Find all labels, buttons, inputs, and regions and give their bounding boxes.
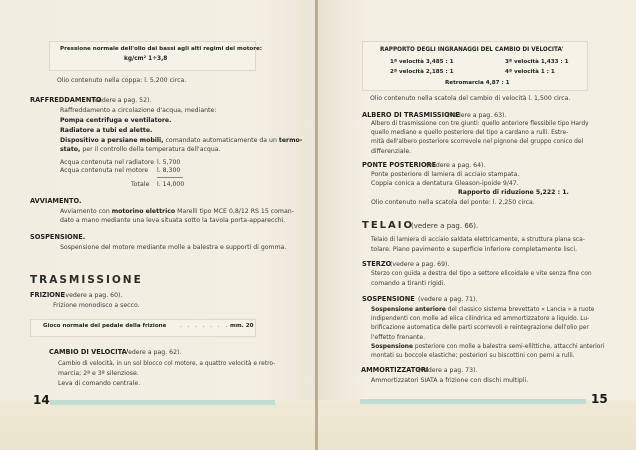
shutters-bold2: termo- <box>278 137 303 144</box>
gear-ratio-3: 3ª velocità 1,433 : 1 <box>505 59 569 65</box>
raffreddamento-item-radiator: Radiatore a tubi ed alette. <box>60 127 153 134</box>
avviamento-post: Marelli tipo MCE 0,8/12 RS 15 coman- <box>177 208 294 215</box>
cambio-line1: Cambio di velocità, in un sol blocco col motore, a quattro velocità e retro- <box>58 361 276 367</box>
sospensione-motor-heading: SOSPENSIONE. <box>30 233 86 241</box>
sospensione-p2-line1 <box>371 343 604 352</box>
ponte-heading: PONTE POSTERIORE <box>362 161 437 169</box>
sterzo-ref: (vedere a pag. 69). <box>390 261 450 268</box>
albero-line1: Albero di trasmissione con tre giunti: quello anteriore flessibile tipo Hardy <box>371 121 589 127</box>
avviamento-heading: AVVIAMENTO. <box>30 197 82 205</box>
ponte-line2: Coppia conica a dentatura Gleason-ipoide 9/47. <box>371 180 519 187</box>
oil-pressure-line1: Pressione normale dell'olio dai bassi agli alti regimi del motore: <box>60 46 263 52</box>
right-page <box>318 0 636 450</box>
page-bottom-shade <box>0 400 316 450</box>
ammortizzatori-text: Ammortizzatori SIATA a frizione con dischi multipli. <box>371 377 529 384</box>
oil-sump-text: Olio contenuto nella coppa: l. 5,200 circa. <box>57 77 187 84</box>
water-radiator-value: l. 5,700 <box>157 159 181 166</box>
albero-heading: ALBERO DI TRASMISSIONE <box>362 111 460 119</box>
sospensione-p1-line4: l'effetto frenante. <box>371 334 426 341</box>
water-engine-label: Acqua contenuta nel motore <box>60 167 149 174</box>
pedal-play-value: mm. 20 <box>230 323 254 329</box>
page-rule-left <box>50 400 275 405</box>
gear-ratio-1: 1ª velocità 3,485 : 1 <box>390 59 454 65</box>
gearbox-oil-text: Olio contenuto nella scatola del cambio di velocità l. 1,500 circa. <box>370 95 571 102</box>
sospensione-p2-text: posteriore con molle a balestra semi-ellittiche, attacchi anteriori <box>414 344 605 350</box>
cambio-heading: CAMBIO DI VELOCITA' <box>49 348 129 356</box>
avviamento-line2: dato a mano mediante una leva situata sotto la tavola porta-apparecchi. <box>60 217 286 224</box>
sospensione-p1-line2: indipendenti con molle ad elica cilindrica ed ammortizzatore a liquido. Lu- <box>371 316 590 322</box>
sospensione-p2-bold: Sospensione <box>371 344 413 350</box>
pedal-play-dots: . . . . . . . <box>180 323 230 329</box>
thermostat-bold: stato, <box>60 146 81 153</box>
thermostat-rest: per il controllo della temperatura dell'acqua. <box>82 146 221 153</box>
sospensione-p1-line1 <box>371 306 594 315</box>
sospensione-p1-bold: Sospensione anteriore <box>371 307 446 313</box>
avviamento-pre: Avviamento con <box>60 208 110 215</box>
ponte-oil: Olio contenuto nella scatola del ponte: l. 2,250 circa. <box>371 199 535 206</box>
cambio-line3: Leva di comando centrale. <box>58 380 141 387</box>
sospensione-motor-text: Sospensione del motore mediante molle a balestra e supporti di gomma. <box>60 244 287 251</box>
albero-line3: mità dell'albero posteriore scorrevole nel pignone del gruppo conico del <box>371 139 584 145</box>
sospensione-ref: (vedere a pag. 71). <box>418 296 478 303</box>
ponte-ratio: Rapporto di riduzione 5,222 : 1. <box>458 189 569 196</box>
telaio-line1: Telaio di lamiera di acciaio saldata elettricamente, a struttura piana sca- <box>371 237 585 243</box>
sterzo-line1: Sterzo con guida a destra del tipo a settore elicoidale e vite senza fine con <box>371 271 592 277</box>
raffreddamento-item-pump: Pompa centrifuga e ventilatore. <box>60 117 172 124</box>
ammortizzatori-ref: (vedere a pag. 73). <box>418 367 478 374</box>
telaio-heading: TELAIO <box>362 220 414 231</box>
trasmissione-title: TRASMISSIONE <box>30 274 143 286</box>
raffreddamento-ref: (vedere a pag. 52). <box>92 97 152 104</box>
raffreddamento-intro: Raffreddamento a circolazione d'acqua, mediante: <box>60 107 217 114</box>
albero-ref: (vedere a pag. 63). <box>447 112 507 119</box>
avviamento-bold: motorino elettrico <box>111 208 176 215</box>
frizione-text: Frizione monodisco a secco. <box>53 302 140 309</box>
albero-line2: quello mediano e quello posteriore del tipo a cardano a rulli. Estre- <box>371 130 569 136</box>
cambio-ref: (vedere a pag. 62). <box>122 349 182 356</box>
telaio-line2: tolare. Piano pavimento e superficie inferiore completamente lisci. <box>371 246 578 253</box>
raffreddamento-item-shutters-line2 <box>60 145 221 154</box>
page-rule-right <box>360 399 586 404</box>
sospensione-p1-line3: brificazione automatica delle parti scorrevoli e reintegrazione dell'olio per <box>371 325 589 331</box>
left-page <box>0 0 316 450</box>
sterzo-heading: STERZO <box>362 260 392 268</box>
cambio-line2: marcia; 2ª e 3ª silenziose. <box>58 370 139 377</box>
water-total-value: l. 14,000 <box>157 181 185 188</box>
frizione-ref: (vedere a pag. 60). <box>63 292 123 299</box>
water-engine-value: l. 8,300 <box>157 167 181 174</box>
shutters-bold: Dispositivo a persiane mobili, <box>60 137 164 144</box>
albero-line4: differenziale. <box>371 148 412 155</box>
water-radiator-label: Acqua contenuta nel radiatore <box>60 159 155 166</box>
oil-pressure-line2: kg/cm² 1÷3,8 <box>124 56 168 62</box>
raffreddamento-heading: RAFFREDDAMENTO <box>30 96 102 104</box>
sospensione-heading: SOSPENSIONE <box>362 295 415 303</box>
frizione-heading: FRIZIONE <box>30 291 65 299</box>
gear-ratio-4: 4ª velocità 1 : 1 <box>505 69 555 75</box>
water-total-label: Totale <box>131 181 150 188</box>
pedal-play-label: Gioco normale del pedale della frizione <box>43 323 167 329</box>
ammortizzatori-heading: AMMORTIZZATORI <box>361 366 429 374</box>
ponte-line1: Ponte posteriore di lamiera di acciaio stampata. <box>371 171 520 178</box>
page-number-left: 14 <box>33 393 50 407</box>
page-bottom-shade <box>318 400 636 450</box>
gear-ratio-reverse: Retromarcia 4,87 : 1 <box>445 80 510 86</box>
raffreddamento-item-shutters <box>60 136 302 145</box>
ponte-ref: (vedere a pag. 64). <box>426 162 486 169</box>
shutters-rest: comandato automaticamente da un <box>165 137 277 144</box>
sterzo-line2: comando a tiranti rigidi. <box>371 280 446 287</box>
sospensione-p2-line2: montati su boccole elastiche; posteriori su biscottini con perni a rulli. <box>371 353 575 359</box>
sospensione-p1-text: del classico sistema brevettato « Lancia » a ruote <box>447 307 595 313</box>
telaio-ref: (vedere a pag. 66). <box>411 222 479 230</box>
gear-ratio-2: 2ª velocità 2,185 : 1 <box>390 69 454 75</box>
gear-ratio-title: RAPPORTO DEGLI INGRANAGGI DEL CAMBIO DI VELOCITA' <box>380 47 564 53</box>
total-divider <box>157 177 183 178</box>
avviamento-line1 <box>60 207 294 216</box>
page-number-right: 15 <box>591 392 608 406</box>
